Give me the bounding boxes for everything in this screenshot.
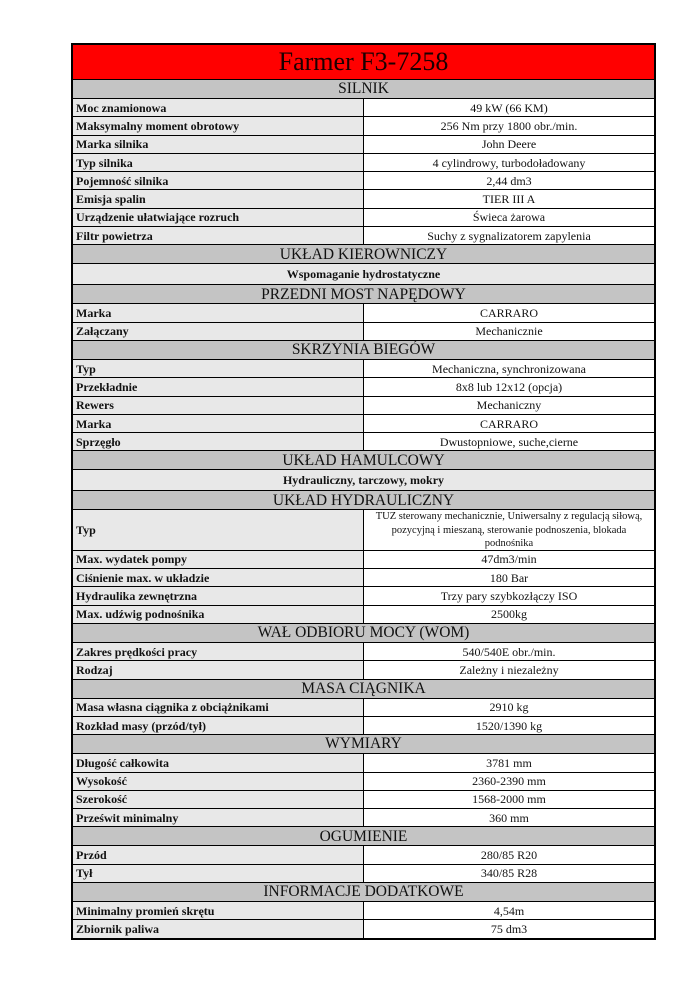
spec-label: Wysokość [72, 772, 364, 790]
table-row [72, 698, 655, 716]
spec-label: Zakres prędkości pracy [72, 643, 364, 661]
full-row [72, 264, 655, 285]
table-row [72, 920, 655, 939]
spec-label: Sprzęgło [72, 433, 364, 451]
spec-label: Hydraulika zewnętrzna [72, 587, 364, 605]
table-row [72, 227, 655, 245]
section-header-row [72, 80, 655, 99]
table-row [72, 846, 655, 864]
table-row [72, 661, 655, 679]
table-row [72, 190, 655, 208]
spec-label: Rewers [72, 396, 364, 414]
spec-value: Zależny i niezależny [364, 661, 656, 679]
table-row [72, 172, 655, 190]
spec-value: 340/85 R28 [364, 864, 656, 882]
spec-label: Minimalny promień skrętu [72, 901, 364, 919]
spec-label: Ciśnienie max. w układzie [72, 569, 364, 587]
spec-value: Dwustopniowe, suche,cierne [364, 433, 656, 451]
section-header-row [72, 882, 655, 901]
section-header: WAŁ ODBIORU MOCY (WOM) [72, 624, 655, 643]
section-header: MASA CIĄGNIKA [72, 679, 655, 698]
spec-label: Rozkład masy (przód/tył) [72, 716, 364, 734]
full-width-value: Wspomaganie hydrostatyczne [72, 264, 655, 285]
spec-label: Szerokość [72, 790, 364, 808]
spec-label: Marka [72, 304, 364, 322]
table-row [72, 809, 655, 827]
section-header-row [72, 285, 655, 304]
spec-value: 2910 kg [364, 698, 656, 716]
spec-label: Masa własna ciągnika z obciążnikami [72, 698, 364, 716]
spec-value: TIER III A [364, 190, 656, 208]
spec-label: Marka silnika [72, 135, 364, 153]
spec-label: Moc znamionowa [72, 99, 364, 117]
spec-value: Trzy pary szybkozłączy ISO [364, 587, 656, 605]
table-row [72, 643, 655, 661]
spec-label: Typ [72, 359, 364, 377]
spec-value: Mechaniczna, synchronizowana [364, 359, 656, 377]
full-row [72, 470, 655, 491]
spec-value: TUZ sterowany mechanicznie, Uniwersalny z regulacją siłową, pozycyjną i mieszaną, sterowanie podnoszenia, blokada podnośnika [364, 510, 656, 550]
section-header: UKŁAD HAMULCOWY [72, 451, 655, 470]
table-row [72, 790, 655, 808]
spec-value: Mechaniczny [364, 396, 656, 414]
section-header-row [72, 679, 655, 698]
spec-label: Max. wydatek pompy [72, 550, 364, 568]
spec-value: John Deere [364, 135, 656, 153]
spec-label: Typ silnika [72, 153, 364, 171]
spec-label: Max. udźwig podnośnika [72, 605, 364, 623]
table-row [72, 304, 655, 322]
table-row [72, 322, 655, 340]
section-header: SKRZYNIA BIEGÓW [72, 340, 655, 359]
section-header-row [72, 245, 655, 264]
spec-label: Długość całkowita [72, 754, 364, 772]
table-row [72, 569, 655, 587]
section-header-row [72, 340, 655, 359]
spec-value: 2360-2390 mm [364, 772, 656, 790]
spec-value: 540/540E obr./min. [364, 643, 656, 661]
spec-value: 180 Bar [364, 569, 656, 587]
spec-label: Prześwit minimalny [72, 809, 364, 827]
spec-value: Świeca żarowa [364, 208, 656, 226]
spec-label: Załączany [72, 322, 364, 340]
table-row [72, 901, 655, 919]
spec-table [71, 43, 656, 940]
spec-value: 8x8 lub 12x12 (opcja) [364, 378, 656, 396]
section-header-row [72, 624, 655, 643]
table-row [72, 510, 655, 550]
section-header: SILNIK [72, 80, 655, 99]
table-row [72, 772, 655, 790]
table-row [72, 208, 655, 226]
document-title: Farmer F3-7258 [72, 44, 655, 80]
table-row [72, 587, 655, 605]
spec-label: Pojemność silnika [72, 172, 364, 190]
spec-label: Rodzaj [72, 661, 364, 679]
section-header-row [72, 827, 655, 846]
spec-value: 360 mm [364, 809, 656, 827]
spec-label: Maksymalny moment obrotowy [72, 117, 364, 135]
title-row [72, 44, 655, 80]
section-header-row [72, 491, 655, 510]
spec-value: CARRARO [364, 304, 656, 322]
spec-value: Suchy z sygnalizatorem zapylenia [364, 227, 656, 245]
spec-label: Typ [72, 510, 364, 550]
spec-value: 4,54m [364, 901, 656, 919]
spec-value: 1520/1390 kg [364, 716, 656, 734]
section-header: INFORMACJE DODATKOWE [72, 882, 655, 901]
table-row [72, 359, 655, 377]
spec-value: 280/85 R20 [364, 846, 656, 864]
section-header: WYMIARY [72, 735, 655, 754]
table-row [72, 550, 655, 568]
spec-label: Marka [72, 414, 364, 432]
table-row [72, 117, 655, 135]
table-row [72, 605, 655, 623]
section-header: PRZEDNI MOST NAPĘDOWY [72, 285, 655, 304]
section-header-row [72, 451, 655, 470]
table-row [72, 433, 655, 451]
spec-value: 3781 mm [364, 754, 656, 772]
full-width-value: Hydrauliczny, tarczowy, mokry [72, 470, 655, 491]
spec-value: 2,44 dm3 [364, 172, 656, 190]
spec-label: Przekładnie [72, 378, 364, 396]
table-row [72, 135, 655, 153]
section-header: UKŁAD HYDRAULICZNY [72, 491, 655, 510]
spec-value: 1568-2000 mm [364, 790, 656, 808]
table-row [72, 99, 655, 117]
spec-value: 4 cylindrowy, turbodoładowany [364, 153, 656, 171]
table-row [72, 396, 655, 414]
table-row [72, 864, 655, 882]
spec-value: 49 kW (66 KM) [364, 99, 656, 117]
spec-value: 2500kg [364, 605, 656, 623]
spec-value: 75 dm3 [364, 920, 656, 939]
section-header: OGUMIENIE [72, 827, 655, 846]
spec-label: Przód [72, 846, 364, 864]
spec-label: Urządzenie ułatwiające rozruch [72, 208, 364, 226]
table-row [72, 414, 655, 432]
section-header: UKŁAD KIEROWNICZY [72, 245, 655, 264]
table-row [72, 716, 655, 734]
table-row [72, 378, 655, 396]
spec-value: CARRARO [364, 414, 656, 432]
table-row [72, 754, 655, 772]
spec-label: Zbiornik paliwa [72, 920, 364, 939]
spec-value: 47dm3/min [364, 550, 656, 568]
table-row [72, 153, 655, 171]
spec-label: Emisja spalin [72, 190, 364, 208]
spec-label: Filtr powietrza [72, 227, 364, 245]
spec-label: Tył [72, 864, 364, 882]
section-header-row [72, 735, 655, 754]
spec-value: 256 Nm przy 1800 obr./min. [364, 117, 656, 135]
spec-value: Mechanicznie [364, 322, 656, 340]
